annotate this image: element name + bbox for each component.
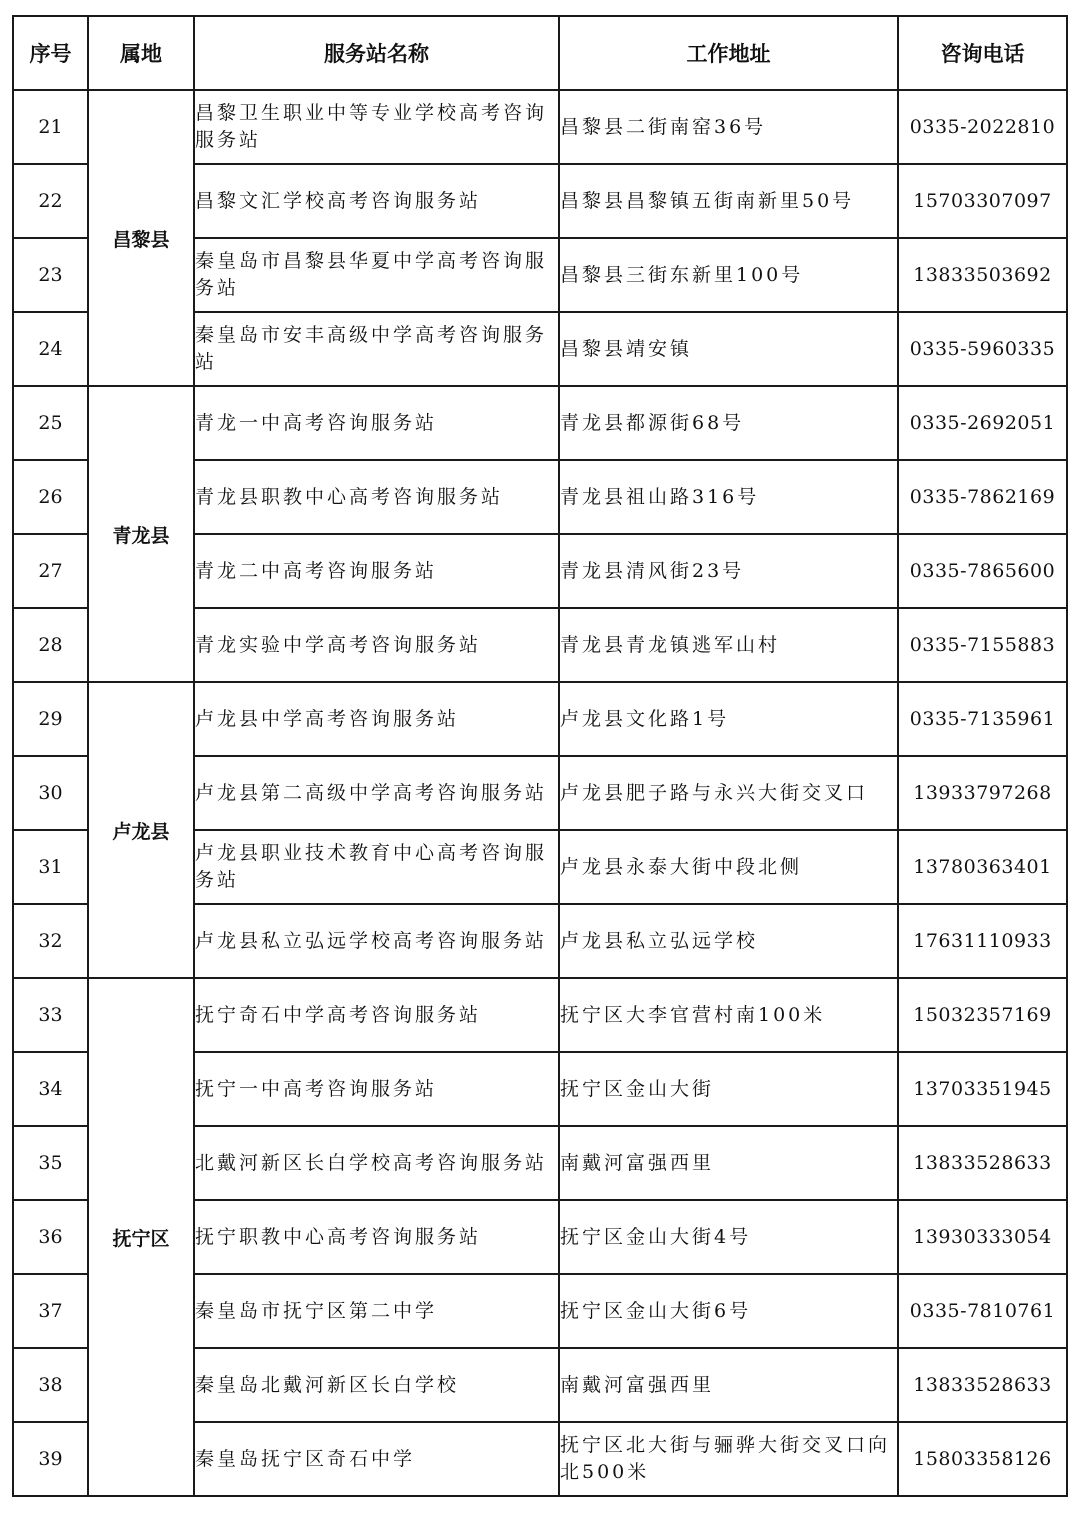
header-num: 序号 [13,16,88,90]
row-number: 39 [13,1422,88,1496]
station-address: 青龙县清风街23号 [559,534,898,608]
station-phone: 13780363401 [898,830,1067,904]
station-name: 昌黎文汇学校高考咨询服务站 [194,164,559,238]
station-phone: 0335-7810761 [898,1274,1067,1348]
row-number: 38 [13,1348,88,1422]
station-name: 秦皇岛市安丰高级中学高考咨询服务站 [194,312,559,386]
station-phone: 13833528633 [898,1348,1067,1422]
station-address: 抚宁区金山大街6号 [559,1274,898,1348]
station-name: 秦皇岛北戴河新区长白学校 [194,1348,559,1422]
station-name: 卢龙县中学高考咨询服务站 [194,682,559,756]
station-phone: 13930333054 [898,1200,1067,1274]
row-number: 30 [13,756,88,830]
table-header-row [13,16,1067,90]
station-name: 卢龙县私立弘远学校高考咨询服务站 [194,904,559,978]
station-address: 昌黎县昌黎镇五街南新里50号 [559,164,898,238]
station-name: 青龙实验中学高考咨询服务站 [194,608,559,682]
header-address: 工作地址 [559,16,898,90]
table-row [13,978,1067,1052]
station-name: 青龙一中高考咨询服务站 [194,386,559,460]
station-phone: 17631110933 [898,904,1067,978]
station-name: 青龙县职教中心高考咨询服务站 [194,460,559,534]
station-name: 秦皇岛市昌黎县华夏中学高考咨询服务站 [194,238,559,312]
row-number: 26 [13,460,88,534]
station-phone: 13703351945 [898,1052,1067,1126]
station-address: 抚宁区金山大街4号 [559,1200,898,1274]
station-name: 秦皇岛市抚宁区第二中学 [194,1274,559,1348]
station-address: 青龙县都源街68号 [559,386,898,460]
row-number: 33 [13,978,88,1052]
row-number: 31 [13,830,88,904]
row-number: 28 [13,608,88,682]
station-name: 抚宁奇石中学高考咨询服务站 [194,978,559,1052]
region-cell: 卢龙县 [88,682,194,978]
station-address: 青龙县祖山路316号 [559,460,898,534]
table-row [13,90,1067,164]
station-address: 抚宁区北大街与骊骅大街交叉口向北500米 [559,1422,898,1496]
station-address: 抚宁区大李官营村南100米 [559,978,898,1052]
document-page [12,15,1068,1497]
station-phone: 0335-7155883 [898,608,1067,682]
station-address: 卢龙县永泰大街中段北侧 [559,830,898,904]
row-number: 29 [13,682,88,756]
row-number: 22 [13,164,88,238]
station-address: 卢龙县文化路1号 [559,682,898,756]
station-address: 南戴河富强西里 [559,1126,898,1200]
station-phone: 13933797268 [898,756,1067,830]
row-number: 27 [13,534,88,608]
station-address: 卢龙县肥子路与永兴大街交叉口 [559,756,898,830]
station-name: 卢龙县第二高级中学高考咨询服务站 [194,756,559,830]
station-address: 抚宁区金山大街 [559,1052,898,1126]
station-phone: 15703307097 [898,164,1067,238]
station-name: 抚宁一中高考咨询服务站 [194,1052,559,1126]
station-phone: 15803358126 [898,1422,1067,1496]
station-name: 卢龙县职业技术教育中心高考咨询服务站 [194,830,559,904]
row-number: 37 [13,1274,88,1348]
station-name: 抚宁职教中心高考咨询服务站 [194,1200,559,1274]
station-phone: 0335-2022810 [898,90,1067,164]
table-row [13,682,1067,756]
station-phone: 0335-5960335 [898,312,1067,386]
station-address: 昌黎县二街南窑36号 [559,90,898,164]
station-phone: 0335-2692051 [898,386,1067,460]
table-row [13,386,1067,460]
header-phone: 咨询电话 [898,16,1067,90]
station-phone: 15032357169 [898,978,1067,1052]
station-phone: 13833503692 [898,238,1067,312]
row-number: 35 [13,1126,88,1200]
station-address: 昌黎县三街东新里100号 [559,238,898,312]
region-cell: 青龙县 [88,386,194,682]
station-phone: 13833528633 [898,1126,1067,1200]
station-phone: 0335-7135961 [898,682,1067,756]
row-number: 32 [13,904,88,978]
header-station-name: 服务站名称 [194,16,559,90]
station-name: 秦皇岛抚宁区奇石中学 [194,1422,559,1496]
station-address: 卢龙县私立弘远学校 [559,904,898,978]
station-address: 昌黎县靖安镇 [559,312,898,386]
row-number: 36 [13,1200,88,1274]
station-address: 青龙县青龙镇逃军山村 [559,608,898,682]
station-phone: 0335-7865600 [898,534,1067,608]
station-address: 南戴河富强西里 [559,1348,898,1422]
station-name: 昌黎卫生职业中等专业学校高考咨询服务站 [194,90,559,164]
region-cell: 抚宁区 [88,978,194,1496]
header-region: 属地 [88,16,194,90]
table-body [13,90,1067,1496]
region-cell: 昌黎县 [88,90,194,386]
row-number: 25 [13,386,88,460]
row-number: 23 [13,238,88,312]
row-number: 34 [13,1052,88,1126]
station-phone: 0335-7862169 [898,460,1067,534]
row-number: 24 [13,312,88,386]
station-name: 北戴河新区长白学校高考咨询服务站 [194,1126,559,1200]
service-station-table [12,15,1068,1497]
station-name: 青龙二中高考咨询服务站 [194,534,559,608]
row-number: 21 [13,90,88,164]
